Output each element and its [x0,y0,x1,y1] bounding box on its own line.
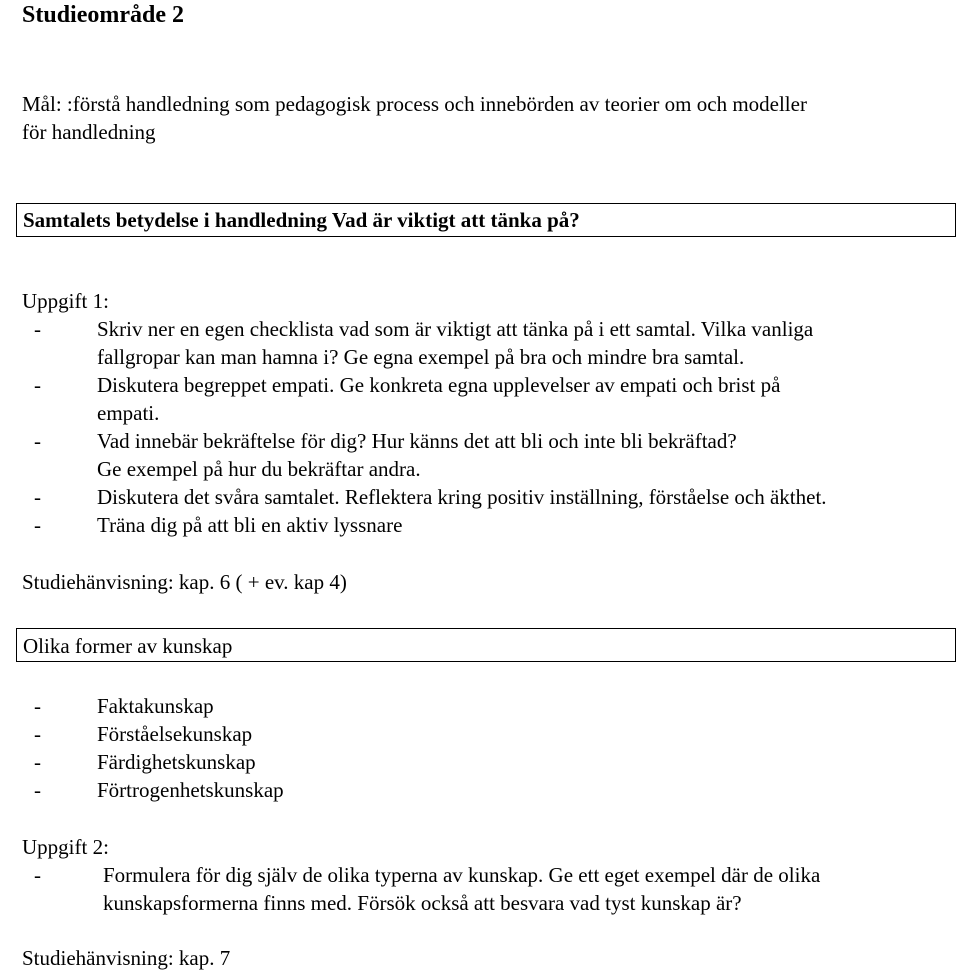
list-dash: - [34,750,41,774]
knowledge-item-2: Förståelsekunskap [97,722,253,746]
page-title: Studieområde 2 [22,2,184,28]
list-dash: - [34,513,41,537]
task1-heading: Uppgift 1: [22,289,109,313]
task2-line-1: Formulera för dig själv de olika typerna av kunskap. Ge ett eget exempel där de olika [103,863,821,887]
list-dash: - [34,373,41,397]
list-dash: - [34,778,41,802]
list-dash: - [34,863,41,887]
task2-heading: Uppgift 2: [22,835,109,859]
list-dash: - [34,485,41,509]
section-box-conversation [16,203,956,237]
task1-item-3-line-1: Vad innebär bekräftelse för dig? Hur känns det att bli och inte bli bekräftad? [97,429,737,453]
goal-line-2: för handledning [22,120,156,144]
study-reference-2: Studiehänvisning: kap. 7 [22,946,231,970]
task1-item-4-line-1: Diskutera det svåra samtalet. Reflektera kring positiv inställning, förståelse och äkthet. [97,485,827,509]
list-dash: - [34,694,41,718]
list-dash: - [34,429,41,453]
knowledge-item-3: Färdighetskunskap [97,750,256,774]
task1-item-1-line-1: Skriv ner en egen checklista vad som är viktigt att tänka på i ett samtal. Vilka vanliga [97,317,814,341]
task2-line-2: kunskapsformerna finns med. Försök också att besvara vad tyst kunskap är? [103,891,742,915]
knowledge-item-1: Faktakunskap [97,694,214,718]
section-heading-conversation: Samtalets betydelse i handledning Vad är viktigt att tänka på? [23,208,580,232]
section-box-knowledge [16,628,956,662]
section-heading-knowledge: Olika former av kunskap [23,634,233,658]
task1-item-3-line-2: Ge exempel på hur du bekräftar andra. [97,457,421,481]
task1-item-2-line-1: Diskutera begreppet empati. Ge konkreta egna upplevelser av empati och brist på [97,373,781,397]
task1-item-1-line-2: fallgropar kan man hamna i? Ge egna exempel på bra och mindre bra samtal. [97,345,745,369]
knowledge-item-4: Förtrogenhetskunskap [97,778,284,802]
goal-line-1: Mål: :förstå handledning som pedagogisk process och innebörden av teorier om och modeller [22,92,807,116]
list-dash: - [34,317,41,341]
list-dash: - [34,722,41,746]
task1-item-2-line-2: empati. [97,401,160,425]
task1-item-5-line-1: Träna dig på att bli en aktiv lyssnare [97,513,403,537]
study-reference-1: Studiehänvisning: kap. 6 ( + ev. kap 4) [22,570,347,594]
